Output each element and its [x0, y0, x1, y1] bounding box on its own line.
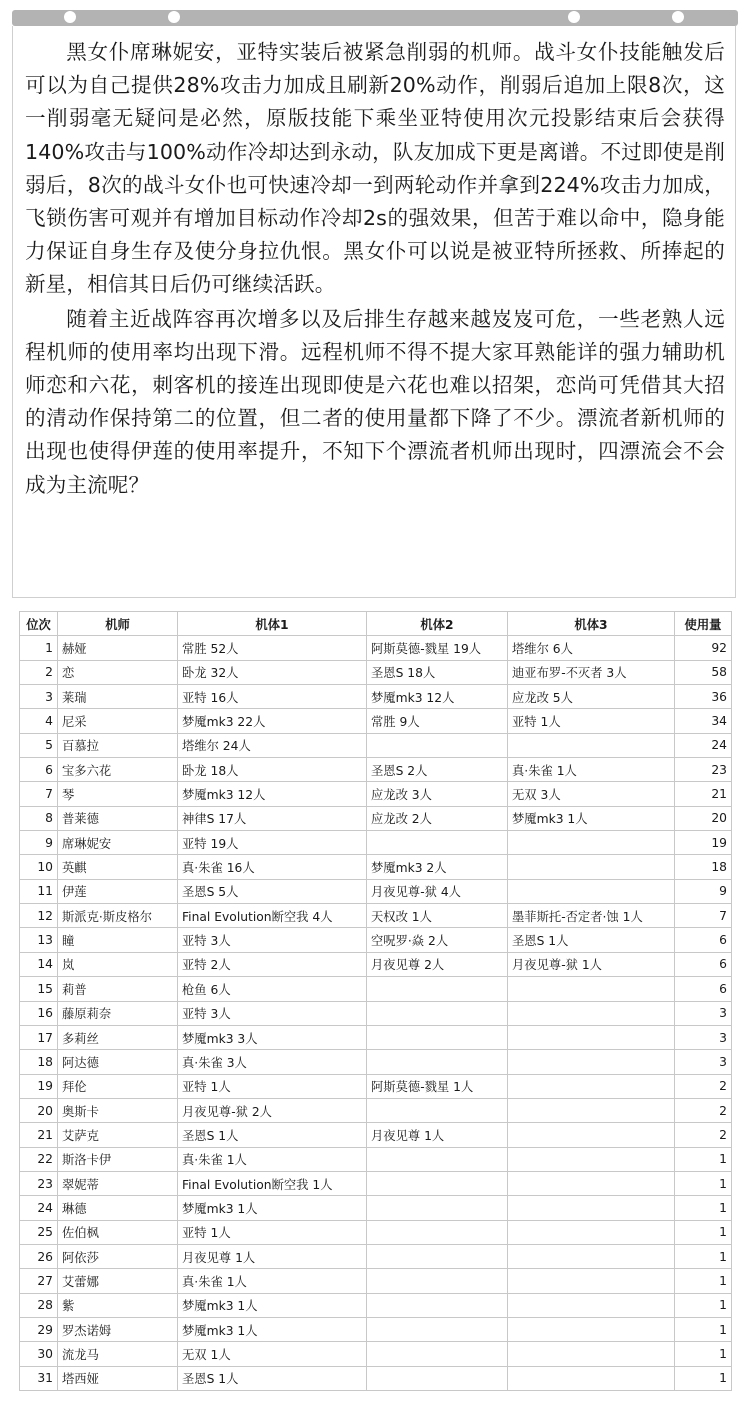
table-row — [20, 855, 732, 879]
rank-cell: 31 — [20, 1366, 58, 1390]
rank-cell: 19 — [20, 1074, 58, 1098]
pilot-cell: 罗杰诺姆 — [58, 1317, 178, 1341]
mech-3-cell — [508, 733, 675, 757]
usage-cell: 21 — [675, 782, 732, 806]
mech-3-cell: 应龙改 5人 — [508, 685, 675, 709]
pilot-cell: 莉普 — [58, 977, 178, 1001]
rank-cell: 7 — [20, 782, 58, 806]
usage-cell: 2 — [675, 1074, 732, 1098]
table-row — [20, 1123, 732, 1147]
pilot-cell: 宝多六花 — [58, 758, 178, 782]
pilot-cell: 艾蕾娜 — [58, 1269, 178, 1293]
mech-3-cell — [508, 1366, 675, 1390]
rank-cell: 25 — [20, 1220, 58, 1244]
table-row — [20, 904, 732, 928]
rank-cell: 21 — [20, 1123, 58, 1147]
binder-ring-icon — [568, 11, 580, 23]
rank-cell: 28 — [20, 1293, 58, 1317]
usage-cell: 1 — [675, 1342, 732, 1366]
mech-3-cell — [508, 1098, 675, 1122]
rank-cell: 26 — [20, 1244, 58, 1268]
table-row — [20, 1171, 732, 1195]
mech-1-cell: 亚特 1人 — [178, 1074, 367, 1098]
mech-3-cell — [508, 1342, 675, 1366]
usage-cell: 6 — [675, 952, 732, 976]
usage-cell: 92 — [675, 636, 732, 660]
mech-3-cell — [508, 1074, 675, 1098]
pilot-cell: 斯派克·斯皮格尔 — [58, 904, 178, 928]
usage-cell: 1 — [675, 1196, 732, 1220]
usage-cell: 24 — [675, 733, 732, 757]
table-row — [20, 1244, 732, 1268]
mech-3-cell — [508, 1196, 675, 1220]
table-row — [20, 1001, 732, 1025]
mech-3-cell: 亚特 1人 — [508, 709, 675, 733]
usage-cell: 2 — [675, 1098, 732, 1122]
mech-2-cell: 常胜 9人 — [367, 709, 508, 733]
usage-cell: 6 — [675, 977, 732, 1001]
mech-3-cell — [508, 1244, 675, 1268]
mech-2-cell — [367, 1317, 508, 1341]
mech-2-cell: 空呪罗·焱 2人 — [367, 928, 508, 952]
table-row — [20, 1196, 732, 1220]
table-row — [20, 831, 732, 855]
pilot-cell: 藤原莉奈 — [58, 1001, 178, 1025]
mech-3-cell — [508, 879, 675, 903]
mech-2-cell: 月夜见尊 1人 — [367, 1123, 508, 1147]
pilot-cell: 莱瑞 — [58, 685, 178, 709]
pilot-cell: 阿达德 — [58, 1050, 178, 1074]
pilot-cell: 岚 — [58, 952, 178, 976]
mech-3-cell: 圣恩S 1人 — [508, 928, 675, 952]
mech-1-cell: 枪鱼 6人 — [178, 977, 367, 1001]
usage-cell: 3 — [675, 1050, 732, 1074]
mech-1-cell: 梦魇mk3 12人 — [178, 782, 367, 806]
usage-cell: 1 — [675, 1171, 732, 1195]
column-header-pilot: 机师 — [58, 612, 178, 636]
pilot-cell: 紫 — [58, 1293, 178, 1317]
usage-cell: 20 — [675, 806, 732, 830]
mech-1-cell: 塔维尔 24人 — [178, 733, 367, 757]
mech-2-cell: 圣恩S 2人 — [367, 758, 508, 782]
mech-1-cell: 圣恩S 1人 — [178, 1123, 367, 1147]
mech-3-cell — [508, 1147, 675, 1171]
mech-1-cell: 神律S 17人 — [178, 806, 367, 830]
column-header-rank: 位次 — [20, 612, 58, 636]
mech-3-cell — [508, 1269, 675, 1293]
mech-3-cell — [508, 1317, 675, 1341]
mech-2-cell: 梦魇mk3 2人 — [367, 855, 508, 879]
mech-2-cell — [367, 1244, 508, 1268]
rank-cell: 30 — [20, 1342, 58, 1366]
usage-cell: 19 — [675, 831, 732, 855]
mech-3-cell: 月夜见尊-狱 1人 — [508, 952, 675, 976]
mech-2-cell: 应龙改 2人 — [367, 806, 508, 830]
table-header-row — [20, 612, 732, 636]
mech-2-cell — [367, 1171, 508, 1195]
mech-2-cell: 天权改 1人 — [367, 904, 508, 928]
table-row — [20, 1366, 732, 1390]
usage-cell: 34 — [675, 709, 732, 733]
pilot-cell: 斯洛卡伊 — [58, 1147, 178, 1171]
usage-cell: 23 — [675, 758, 732, 782]
mech-3-cell — [508, 1001, 675, 1025]
mech-1-cell: Final Evolution断空我 4人 — [178, 904, 367, 928]
table-row — [20, 1025, 732, 1049]
rank-cell: 14 — [20, 952, 58, 976]
mech-1-cell: 常胜 52人 — [178, 636, 367, 660]
pilot-cell: 恋 — [58, 660, 178, 684]
article-card — [12, 26, 736, 598]
rank-cell: 11 — [20, 879, 58, 903]
pilot-cell: 奥斯卡 — [58, 1098, 178, 1122]
rank-cell: 27 — [20, 1269, 58, 1293]
mech-2-cell — [367, 1220, 508, 1244]
mech-1-cell: 梦魇mk3 3人 — [178, 1025, 367, 1049]
mech-1-cell: 真·朱雀 1人 — [178, 1147, 367, 1171]
usage-cell: 2 — [675, 1123, 732, 1147]
table-row — [20, 758, 732, 782]
table-row — [20, 977, 732, 1001]
rank-cell: 22 — [20, 1147, 58, 1171]
mech-2-cell: 梦魇mk3 12人 — [367, 685, 508, 709]
mech-1-cell: 卧龙 32人 — [178, 660, 367, 684]
table-row — [20, 1220, 732, 1244]
mech-3-cell: 塔维尔 6人 — [508, 636, 675, 660]
mech-1-cell: 圣恩S 5人 — [178, 879, 367, 903]
table-row — [20, 709, 732, 733]
mech-1-cell: 梦魇mk3 22人 — [178, 709, 367, 733]
usage-cell: 36 — [675, 685, 732, 709]
pilot-cell: 席琳妮安 — [58, 831, 178, 855]
pilot-cell: 琳德 — [58, 1196, 178, 1220]
rank-cell: 13 — [20, 928, 58, 952]
usage-cell: 18 — [675, 855, 732, 879]
pilot-cell: 拜伦 — [58, 1074, 178, 1098]
mech-1-cell: 梦魇mk3 1人 — [178, 1317, 367, 1341]
table-row — [20, 636, 732, 660]
table-row — [20, 1269, 732, 1293]
table-row — [20, 1317, 732, 1341]
pilot-cell: 多莉丝 — [58, 1025, 178, 1049]
pilot-cell: 百慕拉 — [58, 733, 178, 757]
mech-2-cell: 阿斯莫德-戮星 1人 — [367, 1074, 508, 1098]
mech-3-cell: 迪亚布罗-不灭者 3人 — [508, 660, 675, 684]
table-row — [20, 879, 732, 903]
pilot-cell: 伊莲 — [58, 879, 178, 903]
mech-1-cell: 圣恩S 1人 — [178, 1366, 367, 1390]
mech-2-cell — [367, 1196, 508, 1220]
rank-cell: 29 — [20, 1317, 58, 1341]
usage-cell: 9 — [675, 879, 732, 903]
pilot-usage-table — [19, 611, 732, 1391]
pilot-cell: 佐伯枫 — [58, 1220, 178, 1244]
rank-cell: 20 — [20, 1098, 58, 1122]
mech-3-cell — [508, 855, 675, 879]
table-row — [20, 1293, 732, 1317]
binder-ring-icon — [64, 11, 76, 23]
mech-3-cell — [508, 1293, 675, 1317]
pilot-cell: 艾萨克 — [58, 1123, 178, 1147]
rank-cell: 4 — [20, 709, 58, 733]
usage-cell: 1 — [675, 1269, 732, 1293]
mech-1-cell: 真·朱雀 16人 — [178, 855, 367, 879]
rank-cell: 12 — [20, 904, 58, 928]
mech-3-cell — [508, 1050, 675, 1074]
mech-2-cell — [367, 1342, 508, 1366]
mech-2-cell — [367, 1366, 508, 1390]
mech-2-cell — [367, 733, 508, 757]
pilot-cell: 英麒 — [58, 855, 178, 879]
pilot-cell: 尼采 — [58, 709, 178, 733]
column-header-mech-1: 机体1 — [178, 612, 367, 636]
rank-cell: 23 — [20, 1171, 58, 1195]
mech-1-cell: 月夜见尊-狱 2人 — [178, 1098, 367, 1122]
mech-2-cell — [367, 831, 508, 855]
mech-1-cell: 亚特 19人 — [178, 831, 367, 855]
rank-cell: 2 — [20, 660, 58, 684]
usage-cell: 3 — [675, 1001, 732, 1025]
usage-cell: 1 — [675, 1220, 732, 1244]
usage-cell: 1 — [675, 1366, 732, 1390]
pilot-cell: 普莱德 — [58, 806, 178, 830]
table-row — [20, 1098, 732, 1122]
mech-1-cell: Final Evolution断空我 1人 — [178, 1171, 367, 1195]
column-header-mech-2: 机体2 — [367, 612, 508, 636]
binder-ring-icon — [168, 11, 180, 23]
pilot-cell: 琴 — [58, 782, 178, 806]
binder-ring-icon — [672, 11, 684, 23]
rank-cell: 6 — [20, 758, 58, 782]
mech-2-cell — [367, 1025, 508, 1049]
usage-cell: 3 — [675, 1025, 732, 1049]
mech-1-cell: 亚特 3人 — [178, 928, 367, 952]
mech-3-cell — [508, 977, 675, 1001]
pilot-cell: 赫娅 — [58, 636, 178, 660]
mech-2-cell — [367, 1098, 508, 1122]
mech-2-cell: 阿斯莫德-戮星 19人 — [367, 636, 508, 660]
mech-3-cell — [508, 1220, 675, 1244]
mech-2-cell — [367, 1293, 508, 1317]
mech-3-cell: 墨菲斯托-否定者·蚀 1人 — [508, 904, 675, 928]
rank-cell: 17 — [20, 1025, 58, 1049]
mech-2-cell — [367, 1001, 508, 1025]
usage-cell: 1 — [675, 1244, 732, 1268]
rank-cell: 8 — [20, 806, 58, 830]
usage-cell: 58 — [675, 660, 732, 684]
column-header-mech-3: 机体3 — [508, 612, 675, 636]
mech-1-cell: 亚特 3人 — [178, 1001, 367, 1025]
usage-cell: 1 — [675, 1147, 732, 1171]
mech-3-cell — [508, 831, 675, 855]
usage-cell: 7 — [675, 904, 732, 928]
mech-2-cell: 月夜见尊 2人 — [367, 952, 508, 976]
table-row — [20, 1147, 732, 1171]
mech-1-cell: 梦魇mk3 1人 — [178, 1196, 367, 1220]
mech-1-cell: 无双 1人 — [178, 1342, 367, 1366]
pilot-cell: 翠妮蒂 — [58, 1171, 178, 1195]
pilot-cell: 塔西娅 — [58, 1366, 178, 1390]
mech-2-cell: 应龙改 3人 — [367, 782, 508, 806]
rank-cell: 3 — [20, 685, 58, 709]
usage-cell: 1 — [675, 1293, 732, 1317]
mech-1-cell: 亚特 16人 — [178, 685, 367, 709]
mech-1-cell: 真·朱雀 1人 — [178, 1269, 367, 1293]
mech-3-cell — [508, 1171, 675, 1195]
article-paragraph-1: 黑女仆席琳妮安，亚特实装后被紧急削弱的机师。战斗女仆技能触发后可以为自己提供28%攻击力加成且刷新20%动作，削弱后追加上限8次，这一削弱毫无疑问是必然，原版技能下乘坐亚特使用次元投影结束后会获得140%攻击与100%动作冷却达到永动，队友加成下更是离谱。不过即使是削弱后，8次的战斗女仆也可快速冷却一到两轮动作并拿到224%攻击力加成，飞锁伤害可观并有增加目标动作冷却2s的强效果，但苦于难以命中，隐身能力保证自身生存及使分身拉仇恨。黑女仆可以说是被亚特所拯救、所捧起的新星，相信其日后仍可继续活跃。 — [25, 40, 725, 297]
mech-2-cell — [367, 977, 508, 1001]
rank-cell: 24 — [20, 1196, 58, 1220]
mech-1-cell: 真·朱雀 3人 — [178, 1050, 367, 1074]
table-row — [20, 952, 732, 976]
notebook-binding-bar — [12, 10, 738, 26]
rank-cell: 9 — [20, 831, 58, 855]
table-row — [20, 685, 732, 709]
mech-3-cell: 无双 3人 — [508, 782, 675, 806]
rank-cell: 15 — [20, 977, 58, 1001]
rank-cell: 1 — [20, 636, 58, 660]
table-row — [20, 928, 732, 952]
column-header-usage: 使用量 — [675, 612, 732, 636]
mech-1-cell: 梦魇mk3 1人 — [178, 1293, 367, 1317]
table-row — [20, 1074, 732, 1098]
pilot-cell: 流龙马 — [58, 1342, 178, 1366]
usage-cell: 6 — [675, 928, 732, 952]
mech-2-cell — [367, 1269, 508, 1293]
mech-1-cell: 卧龙 18人 — [178, 758, 367, 782]
pilot-cell: 阿依莎 — [58, 1244, 178, 1268]
mech-2-cell: 圣恩S 18人 — [367, 660, 508, 684]
rank-cell: 18 — [20, 1050, 58, 1074]
table-row — [20, 782, 732, 806]
rank-cell: 16 — [20, 1001, 58, 1025]
mech-2-cell: 月夜见尊-狱 4人 — [367, 879, 508, 903]
mech-2-cell — [367, 1147, 508, 1171]
pilot-cell: 瞳 — [58, 928, 178, 952]
mech-3-cell — [508, 1025, 675, 1049]
table-row — [20, 1050, 732, 1074]
rank-cell: 5 — [20, 733, 58, 757]
table-row — [20, 1342, 732, 1366]
table-row — [20, 660, 732, 684]
article-paragraph-2: 随着主近战阵容再次增多以及后排生存越来越岌岌可危，一些老熟人远程机师的使用率均出现下滑。远程机师不得不提大家耳熟能详的强力辅助机师恋和六花，刺客机的接连出现即使是六花也难以招架，恋尚可凭借其大招的清动作保持第二的位置，但二者的使用量都下降了不少。漂流者新机师的出现也使得伊莲的使用率提升，不知下个漂流者机师出现时，四漂流会不会成为主流呢？ — [25, 306, 725, 497]
rank-cell: 10 — [20, 855, 58, 879]
table-row — [20, 733, 732, 757]
mech-3-cell: 真·朱雀 1人 — [508, 758, 675, 782]
mech-2-cell — [367, 1050, 508, 1074]
mech-3-cell — [508, 1123, 675, 1147]
table-row — [20, 806, 732, 830]
mech-1-cell: 亚特 1人 — [178, 1220, 367, 1244]
usage-cell: 1 — [675, 1317, 732, 1341]
mech-1-cell: 月夜见尊 1人 — [178, 1244, 367, 1268]
mech-3-cell: 梦魇mk3 1人 — [508, 806, 675, 830]
mech-1-cell: 亚特 2人 — [178, 952, 367, 976]
